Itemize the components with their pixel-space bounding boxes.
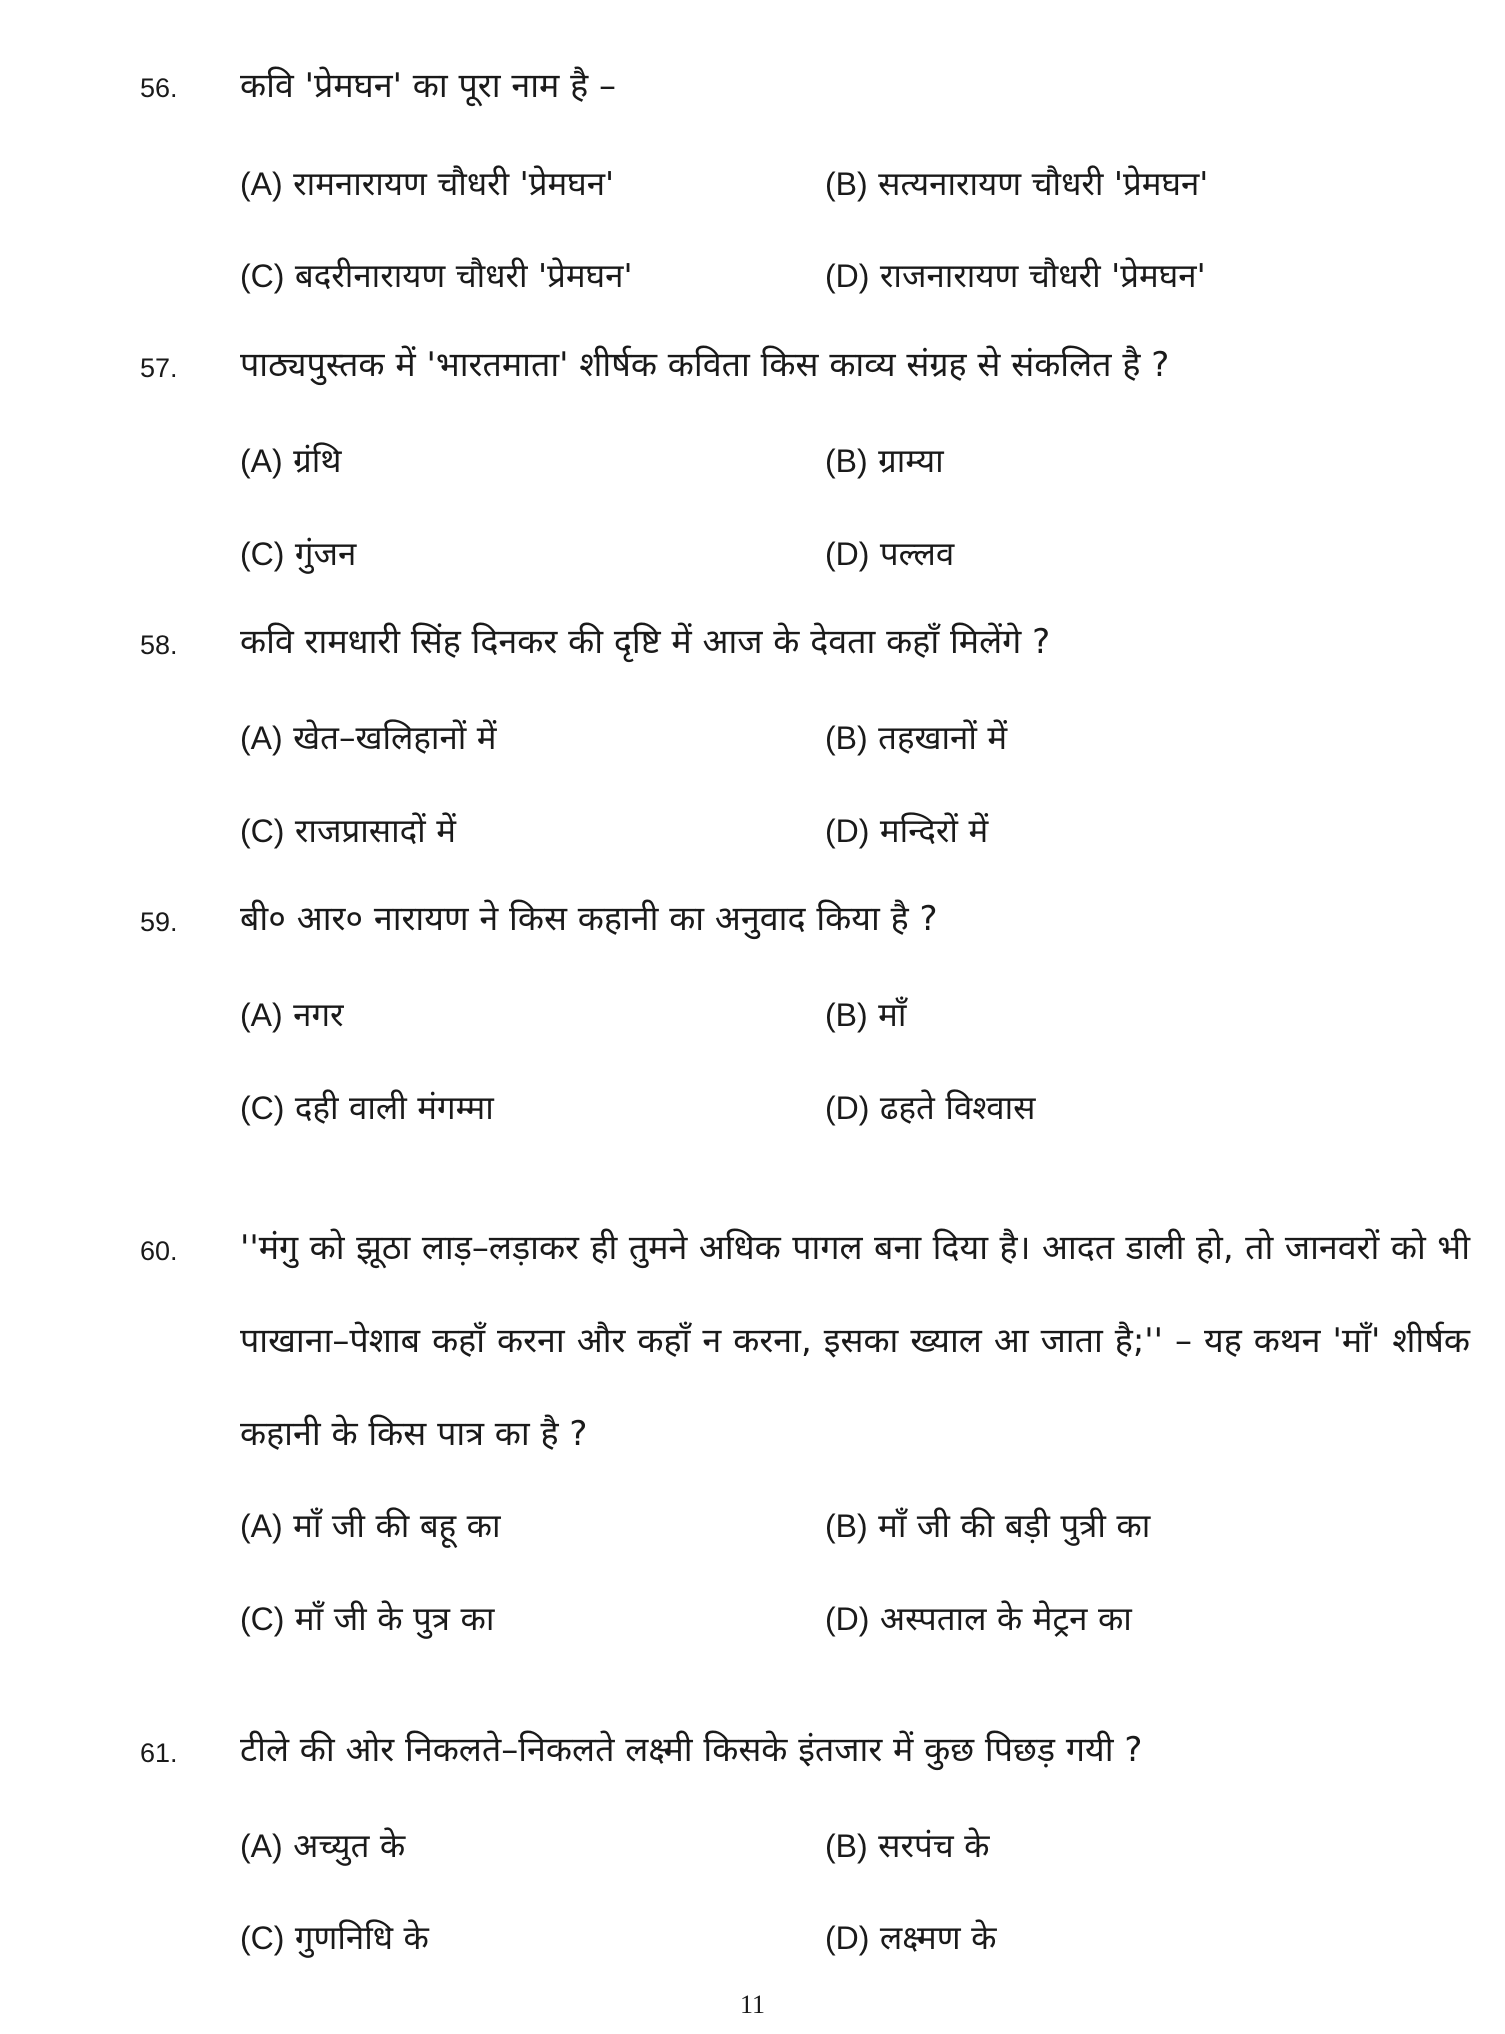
option-text: ग्राम्या (878, 441, 944, 480)
option-label: (D) (825, 258, 870, 294)
option-d[interactable] (825, 1084, 1035, 1129)
question-number: 59. (140, 907, 178, 937)
option-a[interactable] (240, 714, 497, 759)
option-label: (B) (825, 997, 868, 1033)
question-text: कवि रामधारी सिंह दिनकर की दृष्टि में आज के देवता कहाँ मिलेंगे ? (240, 622, 1051, 662)
option-label: (A) (240, 1508, 283, 1544)
option-label: (D) (825, 1920, 870, 1956)
option-c[interactable] (240, 530, 356, 575)
option-a[interactable] (240, 160, 614, 205)
page-number: 11 (739, 1990, 766, 2019)
option-b[interactable] (825, 437, 944, 482)
option-text: माँ जी की बड़ी पुत्री का (878, 1506, 1151, 1545)
option-c[interactable] (240, 1595, 494, 1640)
option-text: लक्ष्मण के (879, 1918, 997, 1957)
option-a[interactable] (240, 1822, 405, 1867)
option-label: (B) (825, 166, 868, 202)
option-text: राजप्रासादों में (294, 811, 456, 850)
option-label: (A) (240, 443, 283, 479)
option-label: (D) (825, 536, 870, 572)
option-d[interactable] (825, 530, 954, 575)
option-d[interactable] (825, 1595, 1132, 1640)
question-text: टीले की ओर निकलते–निकलते लक्ष्मी किसके इंतजार में कुछ पिछड़ गयी ? (240, 1730, 1143, 1770)
question-number: 60. (140, 1236, 178, 1266)
question-number: 57. (140, 353, 178, 383)
option-d[interactable] (825, 807, 988, 852)
option-text: सत्यनारायण चौधरी 'प्रेमघन' (878, 164, 1209, 203)
option-text: ग्रंथि (293, 441, 342, 480)
option-text: गुणनिधि के (294, 1918, 429, 1957)
option-b[interactable] (825, 160, 1208, 205)
question-text: ''मंगु को झूठा लाड़–लड़ाकर ही तुमने अधिक पागल बना दिया है। आदत डाली हो, तो जानवरों को भी पाखाना–पेशाब कहाँ करना और कहाँ न करना, इसका ख्याल आ जाता है;'' – यह कथन 'माँ' शीर्षक कहानी के किस पात्र का है ? (240, 1228, 1470, 1454)
option-label: (A) (240, 720, 283, 756)
option-text: बदरीनारायण चौधरी 'प्रेमघन' (294, 256, 633, 295)
option-label: (B) (825, 1508, 868, 1544)
option-text: अच्युत के (293, 1826, 406, 1865)
option-text: माँ (878, 995, 907, 1034)
option-b[interactable] (825, 991, 906, 1036)
option-text: पल्लव (879, 534, 955, 573)
option-a[interactable] (240, 1502, 501, 1547)
option-text: राजनारायण चौधरी 'प्रेमघन' (879, 256, 1206, 295)
question-text: पाठ्यपुस्तक में 'भारतमाता' शीर्षक कविता किस काव्य संग्रह से संकलित है ? (240, 345, 1170, 385)
option-d[interactable] (825, 1914, 996, 1959)
option-label: (B) (825, 443, 868, 479)
option-a[interactable] (240, 437, 341, 482)
option-text: ढहते विश्वास (879, 1088, 1036, 1127)
option-a[interactable] (240, 991, 344, 1036)
option-c[interactable] (240, 1914, 429, 1959)
option-text: माँ जी के पुत्र का (294, 1599, 495, 1638)
option-label: (A) (240, 166, 283, 202)
option-label: (B) (825, 1828, 868, 1864)
option-label: (C) (240, 536, 285, 572)
question-number: 58. (140, 630, 178, 660)
option-label: (C) (240, 1920, 285, 1956)
option-text: खेत–खलिहानों में (293, 718, 497, 757)
option-text: माँ जी की बहू का (293, 1506, 501, 1545)
option-text: नगर (293, 995, 344, 1034)
option-text: सरपंच के (878, 1826, 990, 1865)
question-number: 61. (140, 1738, 178, 1768)
option-c[interactable] (240, 1084, 494, 1129)
option-text: गुंजन (294, 534, 357, 573)
option-b[interactable] (825, 1822, 990, 1867)
option-label: (C) (240, 1090, 285, 1126)
option-label: (C) (240, 813, 285, 849)
option-label: (C) (240, 258, 285, 294)
option-b[interactable] (825, 714, 1007, 759)
option-text: अस्पताल के मेट्रन का (879, 1599, 1132, 1638)
option-c[interactable] (240, 807, 456, 852)
option-label: (A) (240, 1828, 283, 1864)
option-text: तहखानों में (878, 718, 1008, 757)
option-label: (D) (825, 1601, 870, 1637)
option-text: मन्दिरों में (879, 811, 989, 850)
option-text: रामनारायण चौधरी 'प्रेमघन' (293, 164, 615, 203)
option-text: दही वाली मंगम्मा (294, 1088, 494, 1127)
option-label: (D) (825, 1090, 870, 1126)
option-d[interactable] (825, 252, 1206, 297)
question-number: 56. (140, 73, 178, 103)
option-label: (B) (825, 720, 868, 756)
option-b[interactable] (825, 1502, 1150, 1547)
question-text: कवि 'प्रेमघन' का पूरा नाम है – (240, 66, 617, 106)
option-label: (D) (825, 813, 870, 849)
option-label: (C) (240, 1601, 285, 1637)
question-text: बी० आर० नारायण ने किस कहानी का अनुवाद किया है ? (240, 899, 938, 939)
option-c[interactable] (240, 252, 633, 297)
option-label: (A) (240, 997, 283, 1033)
